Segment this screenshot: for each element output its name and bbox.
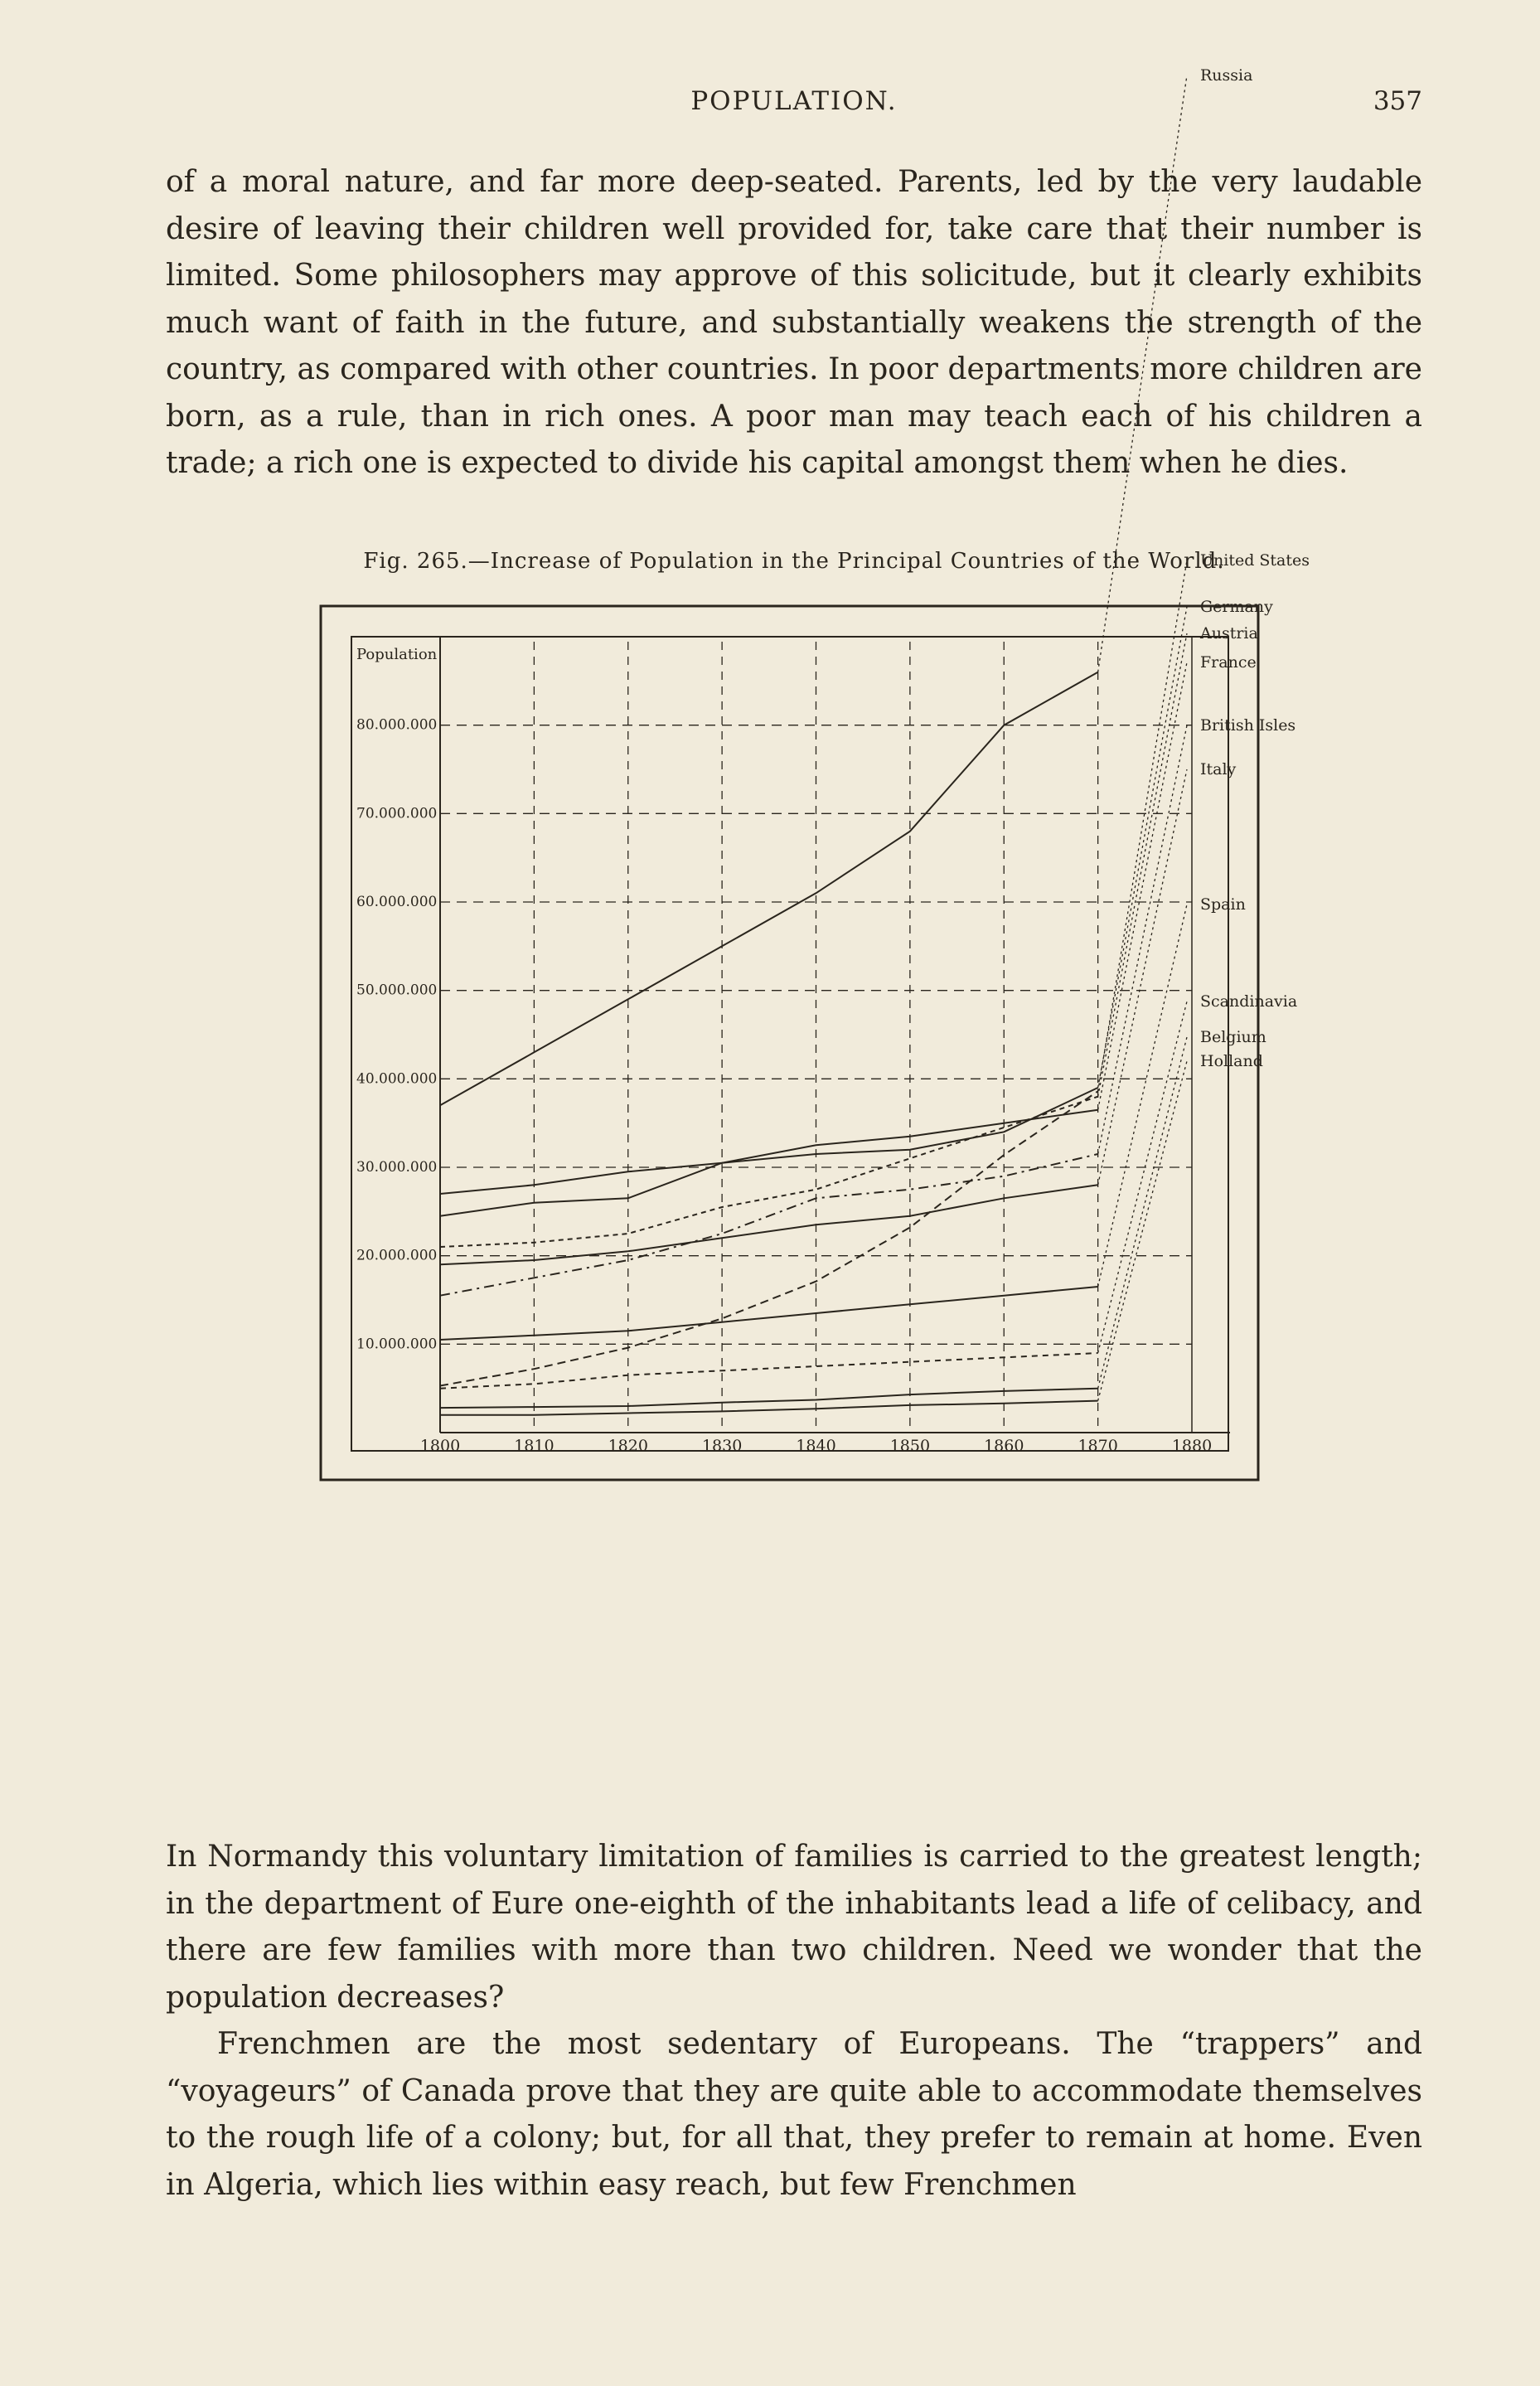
paragraph-bottom-2: Frenchmen are the most sedentary of Europeans. The “trappers” and “voyageurs” of Canada prove that they are quite able to accommodate themselves to the rough life of a colony; but, for all that, they prefer to remain at home. Even in Algeria, which lies within easy reach, but few Frenchmen (166, 2027, 1422, 2202)
legend-label: Scandinavia (1200, 992, 1298, 1011)
y-tick-label: 70.000.000 (356, 805, 438, 822)
legend-leader (1098, 560, 1187, 1091)
x-tick-label: 1810 (514, 1437, 554, 1455)
legend-leader (1098, 1001, 1187, 1353)
outer-frame (321, 606, 1258, 1480)
y-tick-label: 10.000.000 (356, 1336, 438, 1353)
series-line-british-isles (440, 1154, 1098, 1296)
legend-leader (1098, 607, 1187, 1088)
y-tick-label: 20.000.000 (356, 1247, 438, 1264)
paragraph-top: of a moral nature, and far more deep-seated. Parents, led by the very laudable desire of leaving their children well provided for, take care that their number is limited. Some philosophers may approve of this solicitude, but it clearly exhibits much want of faith in the future, and substantially weakens the strength of the country, as compared with other countries. In poor departments more children are born, as a rule, than in rich ones. A poor man may teach each of his children a trade; a rich one is expected to divide his capital amongst them when he dies. (166, 165, 1422, 480)
legend-leader (1098, 904, 1187, 1287)
legend-label: British Isles (1200, 716, 1296, 735)
legend-label: France (1200, 653, 1257, 672)
series-line-germany (440, 1088, 1098, 1216)
legend-leader (1098, 769, 1187, 1185)
legend-label: Germany (1200, 598, 1273, 616)
running-head: POPULATION. (690, 86, 898, 116)
series-line-belgium (440, 1389, 1098, 1408)
legend-label: Russia (1200, 66, 1253, 85)
legend-label: Spain (1200, 895, 1246, 914)
legend-label: Belgium (1200, 1028, 1266, 1046)
y-tick-label: 30.000.000 (356, 1159, 438, 1176)
legend-leader (1098, 633, 1187, 1097)
series-line-spain (440, 1287, 1098, 1340)
inner-frame (351, 637, 1228, 1451)
paragraph-bottom-1: In Normandy this voluntary limitation of families is carried to the greatest length; in the department of Eure one-eighth of the inhabitants lead a life of celibacy, and there are few families with more than two children. Need we wonder that the population decreases? (166, 1840, 1422, 2015)
x-tick-label: 1870 (1078, 1437, 1118, 1455)
x-tick-label: 1850 (889, 1437, 931, 1455)
y-tick-label: 80.000.000 (356, 716, 438, 734)
series-line-austria (440, 1097, 1098, 1247)
legend-label: United States (1200, 551, 1310, 570)
series-line-france (440, 1110, 1098, 1194)
series-line-italy (440, 1185, 1098, 1264)
legend-label: Holland (1200, 1052, 1263, 1070)
legend-leader (1098, 662, 1187, 1110)
x-tick-label: 1840 (796, 1437, 836, 1455)
page-number: 357 (1373, 86, 1422, 116)
legend-label: Italy (1200, 760, 1237, 778)
series-line-holland (440, 1401, 1098, 1415)
series-line-united-states (440, 1091, 1098, 1385)
x-tick-label: 1830 (701, 1437, 743, 1455)
series-line-scandinavia (440, 1353, 1098, 1389)
y-tick-label: 40.000.000 (356, 1070, 438, 1088)
legend-leader (1098, 1061, 1187, 1401)
series-line-russia (440, 672, 1098, 1106)
figure-caption: Fig. 265.—Increase of Population in the Principal Countries of the World. (363, 549, 1225, 574)
x-tick-label: 1820 (608, 1437, 648, 1455)
legend-label: Austria (1200, 624, 1258, 643)
y-tick-label: 50.000.000 (356, 982, 438, 999)
y-tick-label: 60.000.000 (356, 894, 438, 910)
x-tick-label: 1800 (419, 1437, 461, 1455)
x-tick-label: 1880 (1171, 1437, 1213, 1455)
y-axis-title: Population (356, 646, 438, 663)
x-tick-label: 1860 (984, 1437, 1024, 1455)
page-header (166, 81, 1422, 123)
